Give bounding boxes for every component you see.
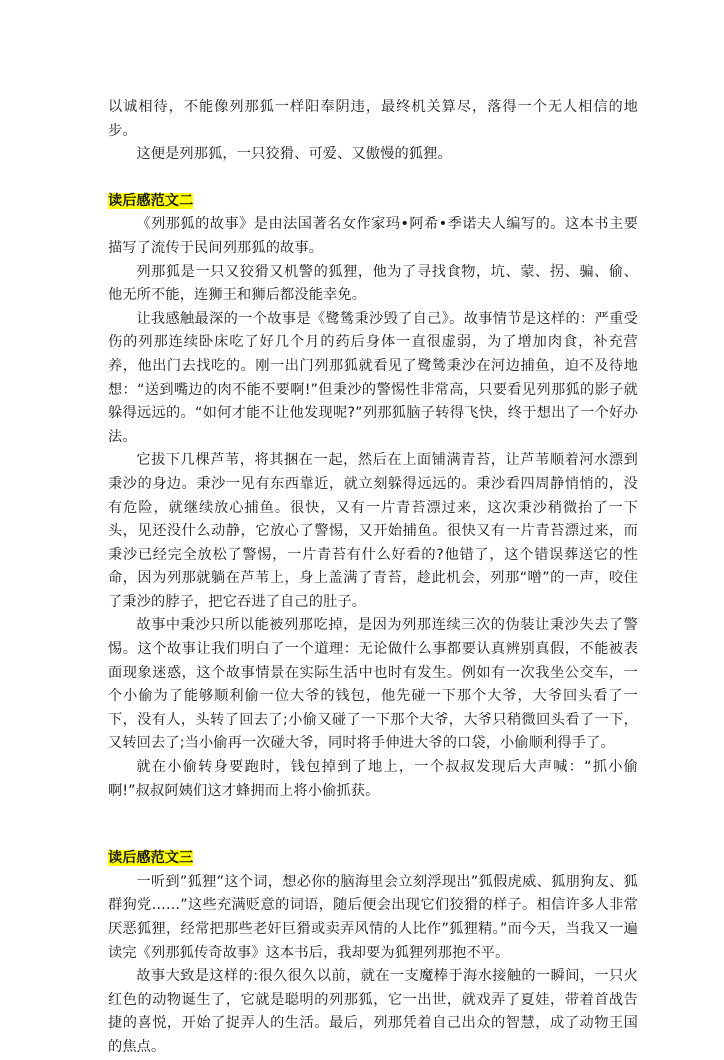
highlighted-heading-text: 读后感范文二 xyxy=(108,192,194,209)
paragraph: 让我感触最深的一个故事是《鹭鸶秉沙毁了自己》。故事情节是这样的：严重受伤的列那连续卧床吃了好几个月的药后身体一直很虚弱，为了增加肉食，补充营养，他出门去找吃的。刚一出门列那狐就看见了鹭鸶秉沙在河边捕鱼，迫不及待地想：“送到嘴边的肉不能不要啊!”但秉沙的警惕性非常高，只要看见列那狐的影子就躲得远远的。“如何才能不让他发现呢?”列那狐脑子转得飞快，终于想出了一个好办法。 xyxy=(108,310,638,445)
paragraph: 《列那狐的故事》是由法国著名女作家玛•阿希•季诺夫人编写的。这本书主要描写了流传于民间列那狐的故事。 xyxy=(108,216,638,256)
section-heading xyxy=(108,847,638,871)
paragraph: 故事中秉沙只所以能被列那吃掉，是因为列那连续三次的伪装让秉沙失去了警惕。这个故事让我们明白了一个道理：无论做什么事都要认真辨别真假，不能被表面现象迷惑，这个故事情景在实际生活中也时有发生。例如有一次我坐公交车，一个小偷为了能够顺利偷一位大爷的钱包，他先碰一下那个大爷，大爷回头看了一下，没有人，头转了回去了;小偷又碰了一下那个大爷，大爷只稍微回头看了一下，又转回去了;当小偷再一次碰大爷，同时将手伸进大爷的口袋，小偷顺利得手了。 xyxy=(108,617,638,752)
document-page xyxy=(108,96,638,1060)
paragraph: 故事大致是这样的:很久很久以前，就在一支魔棒于海水接触的一瞬间，一只火红色的动物诞生了，它就是聪明的列那狐，它一出世，就戏弄了夏娃，带着首战告捷的喜悦，开始了捉弄人的生活。最后，列那凭着自己出众的智慧，成了动物王国的焦点。 xyxy=(108,968,638,1055)
paragraph: 这便是列那狐，一只狡猾、可爱、又傲慢的狐狸。 xyxy=(136,146,452,163)
essay-one-ending xyxy=(108,96,638,167)
section-heading xyxy=(108,190,638,214)
essay-three xyxy=(108,847,638,1059)
highlighted-heading-text: 读后感范文三 xyxy=(108,850,194,867)
paragraph: 就在小偷转身要跑时，钱包掉到了地上，一个叔叔发现后大声喊：“抓小偷啊!”叔叔阿姨们这才蜂拥而上将小偷抓获。 xyxy=(108,759,638,799)
essay-two xyxy=(108,190,638,803)
paragraph: 列那狐是一只又狡猾又机警的狐狸，他为了寻找食物，坑、蒙、拐、骗、偷、他无所不能，连狮王和狮后都没能幸免。 xyxy=(108,263,638,304)
paragraph: 以诚相待，不能像列那狐一样阳奉阴违，最终机关算尽，落得一个无人相信的地步。 xyxy=(108,99,638,139)
paragraph: 它拔下几棵芦苇，将其捆在一起，然后在上面铺满青苔，让芦苇顺着河水漂到秉沙的身边。秉沙一见有东西靠近，就立刻躲得远远的。秉沙看四周静悄悄的，没有危险，就继续放心捕鱼。很快，又有一片青苔漂过来，这次秉沙稍微抬了一下头，见还没什么动静，它放心了警惕，又开始捕鱼。很快又有一片青苔漂过来，而秉沙已经完全放松了警惕，一片青苔有什么好看的?他错了，这个错误葬送它的性命，因为列那就躺在芦苇上，身上盖满了青苔，趁此机会，列那“噌”的一声，咬住了秉沙的脖子，把它吞进了自己的肚子。 xyxy=(108,452,638,610)
paragraph: 一听到”狐狸”这个词，想必你的脑海里会立刻浮现出”狐假虎威、狐朋狗友、狐群狗党……”这些充满贬意的词语，随后便会出现它们狡猾的样子。相信许多人非常厌恶狐狸，经常把那些老奸巨猾或卖弄风情的人比作”狐狸精。”而今天，当我又一遍读完《列那狐传奇故事》这本书后，我却要为狐狸列那抱不平。 xyxy=(108,873,638,961)
